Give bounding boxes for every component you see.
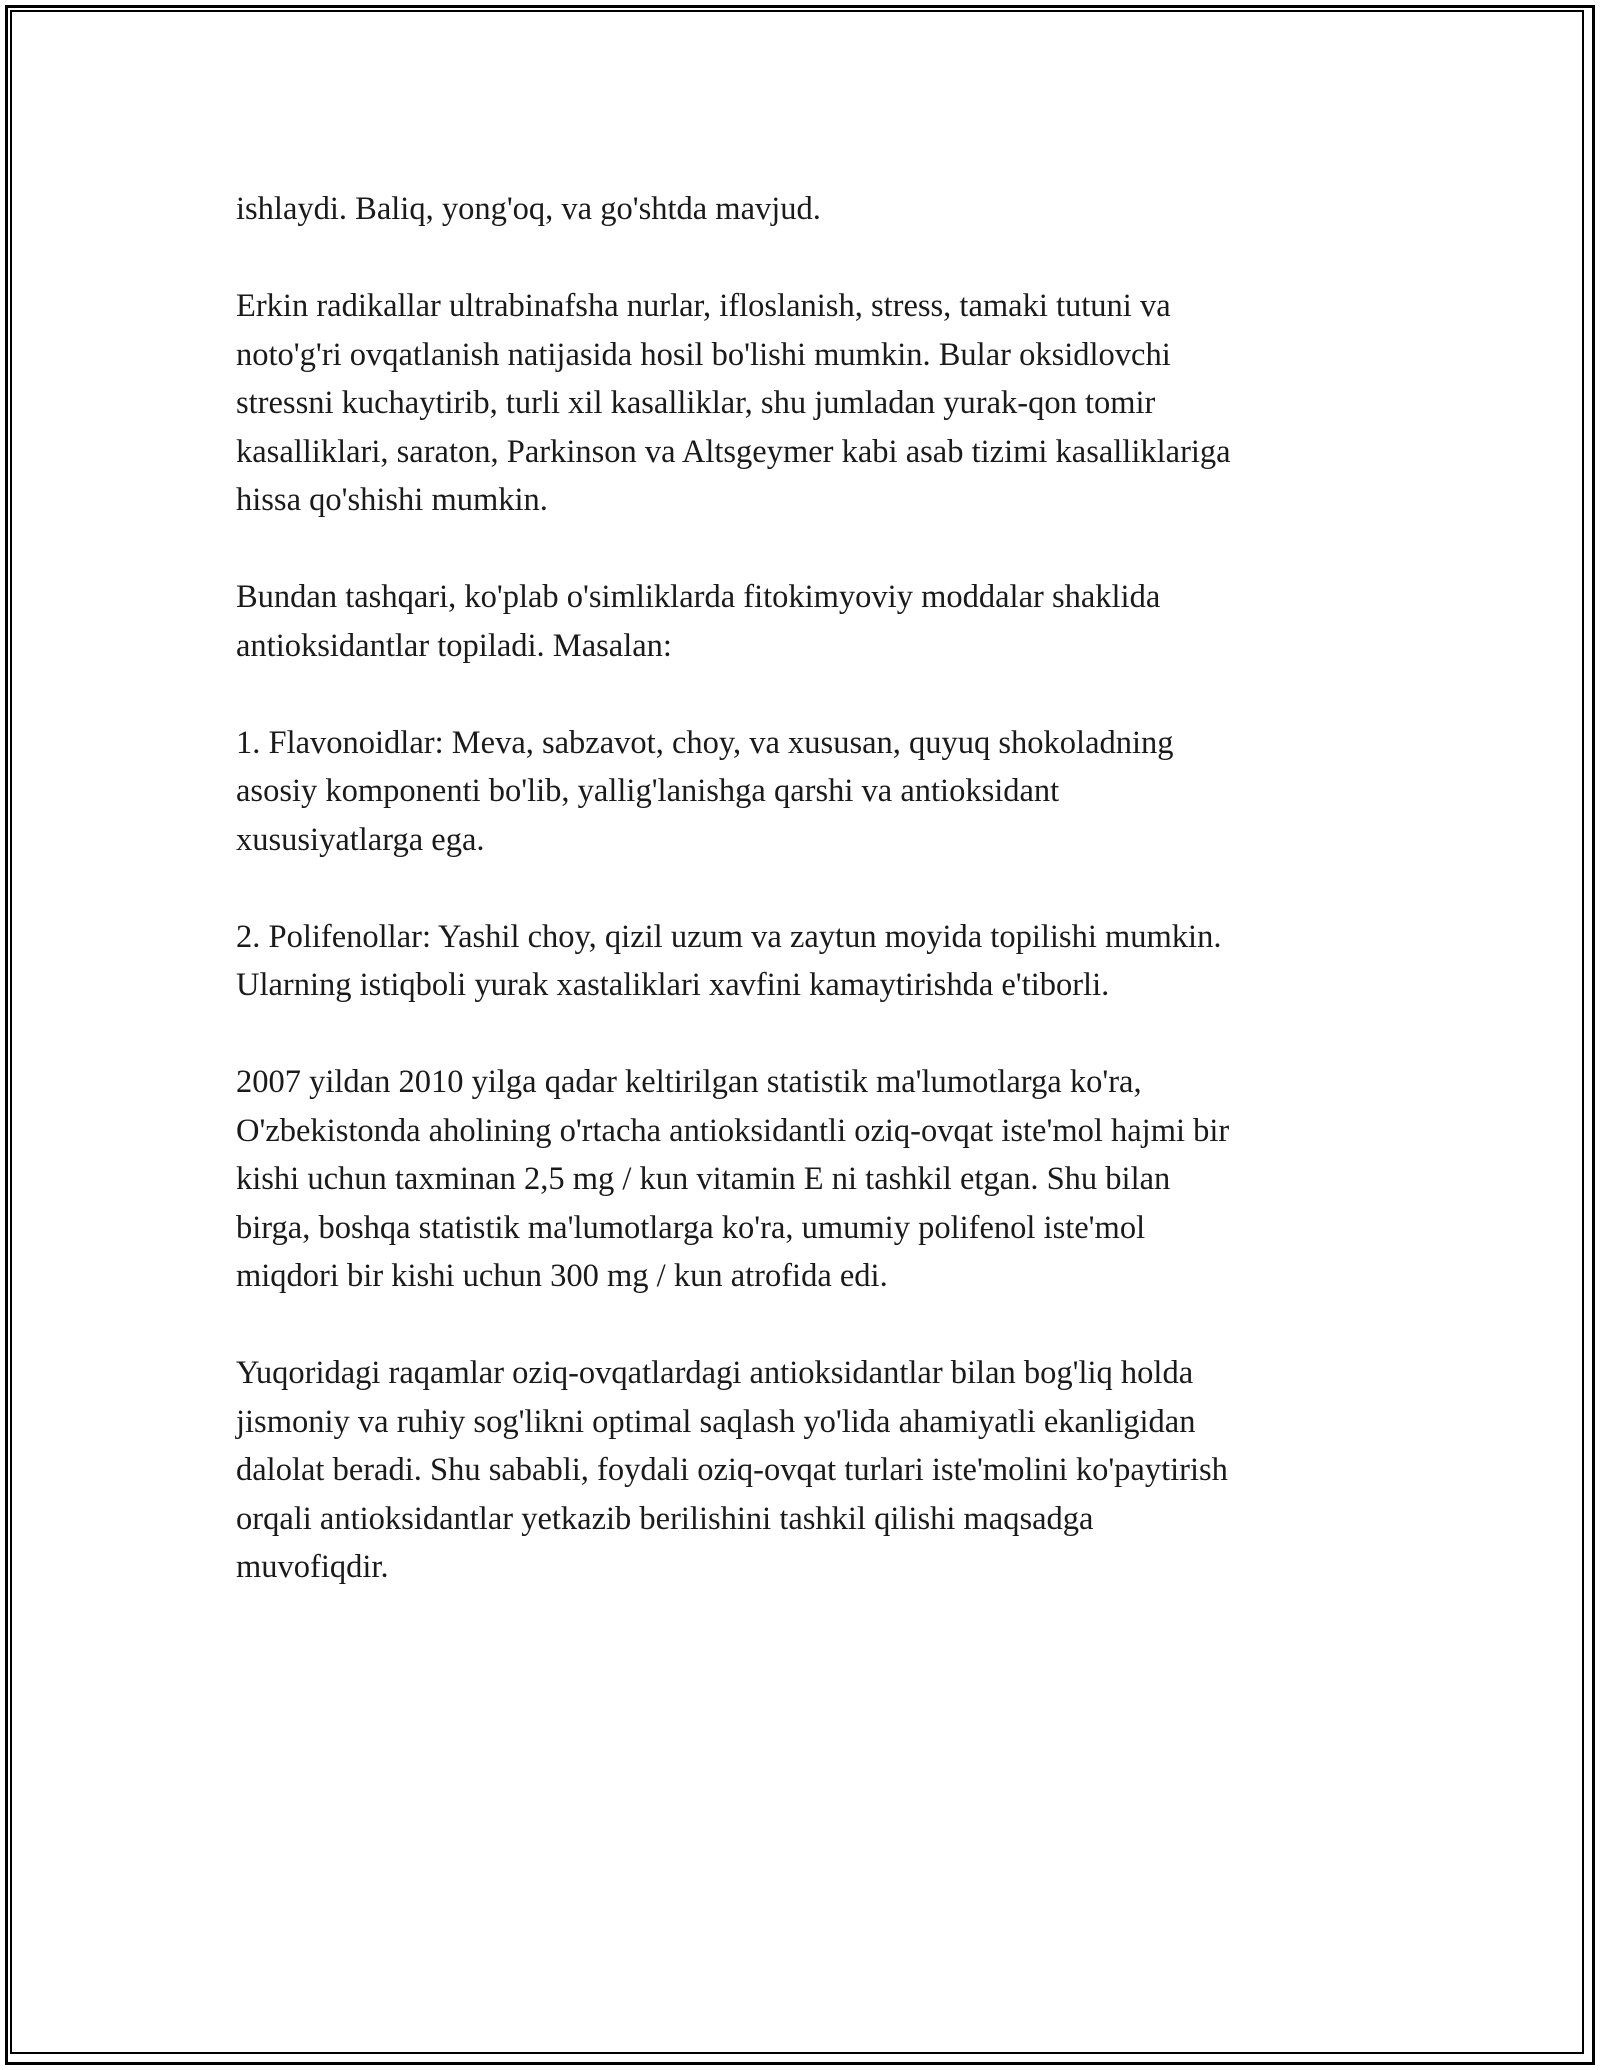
paragraph-statistics: 2007 yildan 2010 yilga qadar keltirilgan statistik ma'lumotlarga ko'ra, O'zbekistonda aholining o'rtacha antioksidantli oziq-ovqat iste'mol hajmi bir kishi uchun taxminan 2,5 mg / kun vitamin E ni tashkil etgan. Shu bilan birga, boshqa statistik ma'lumotlarga ko'ra, umumiy polifenol iste'mol miqdori bir kishi uchun 300 mg / kun atrofida edi.: [236, 1064, 1230, 1294]
paragraph-conclusion: Yuqoridagi raqamlar oziq-ovqatlardagi antioksidantlar bilan bog'liq holda jismoniy va ruhiy sog'likni optimal saqlash yo'lida ahamiyatli ekanligidan dalolat beradi. Shu sababli, foydali oziq-ovqat turlari iste'molini ko'paytirish orqali antioksidantlar yetkazib berilishini tashkil qilishi maqsadga muvofiqdir.: [236, 1355, 1228, 1585]
document-body: [236, 185, 1371, 1640]
paragraph-phytochemicals: Bundan tashqari, ko'plab o'simliklarda fitokimyoviy moddalar shaklida antioksidantlar topiladi. Masalan:: [236, 579, 1161, 664]
paragraph-fish-nuts-meat: ishlaydi. Baliq, yong'oq, va go'shtda mavjud.: [236, 191, 821, 227]
list-item-polyphenols: 2. Polifenollar: Yashil choy, qizil uzum va zaytun moyida topilishi mumkin. Ularning istiqboli yurak xastaliklari xavfini kamaytirishda e'tiborli.: [236, 918, 1222, 1003]
paragraph-free-radicals: Erkin radikallar ultrabinafsha nurlar, ifloslanish, stress, tamaki tutuni va noto'g'ri ovqatlanish natijasida hosil bo'lishi mumkin. Bular oksidlovchi stressni kuchaytirib, turli xil kasalliklar, shu jumladan yurak-qon tomir kasalliklari, saraton, Parkinson va Altsgeymer kabi asab tizimi kasalliklariga hissa qo'shishi mumkin.: [236, 288, 1231, 518]
list-item-flavonoids: 1. Flavonoidlar: Meva, sabzavot, choy, va xususan, quyuq shokoladning asosiy komponenti bo'lib, yallig'lanishga qarshi va antioksidant xususiyatlarga ega.: [236, 724, 1174, 858]
